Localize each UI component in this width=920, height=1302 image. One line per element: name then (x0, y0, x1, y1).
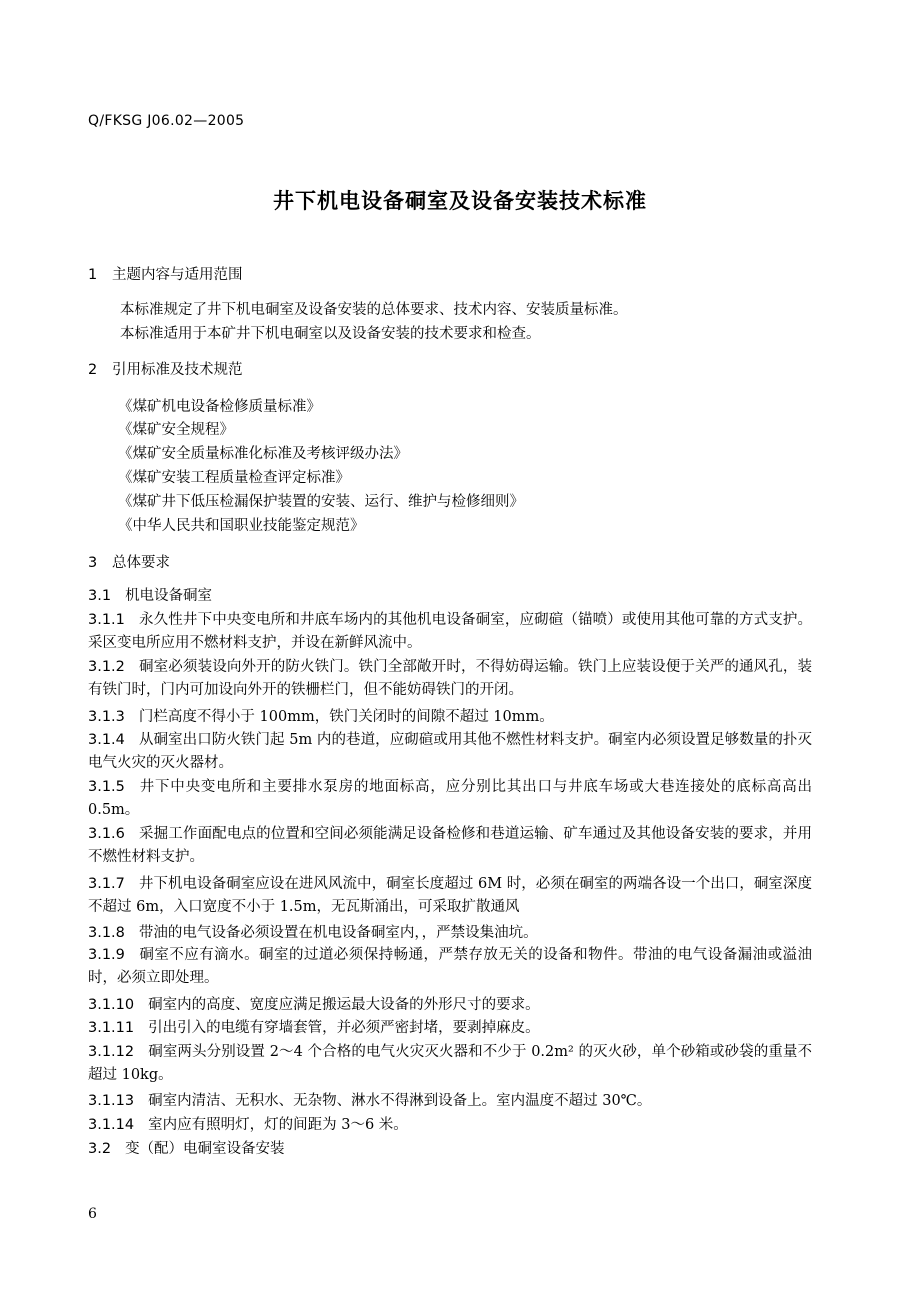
clause-item (88, 1017, 812, 1040)
clause-number: 3.1.3 (88, 709, 125, 725)
paragraph: 本标准适用于本矿井下机电硐室以及设备安装的技术要求和检查。 (120, 326, 541, 342)
section-number: 3 (88, 555, 98, 571)
clause-item (88, 609, 812, 655)
clause-number: 3.1.8 (88, 925, 125, 941)
section-title: 总体要求 (112, 555, 170, 571)
clause-number: 3.1.9 (88, 947, 125, 963)
clause-number: 3.1.11 (88, 1020, 135, 1036)
clause-item (88, 823, 812, 869)
clause-text: 硐室两头分别设置 2～4 个合格的电气火灾灭火器和不少于 0.2m² 的灭火砂，单个砂箱或砂袋的重量不超过 10kg。 (88, 1044, 812, 1083)
clause-text: 井下机电设备硐室应设在进风风流中，硐室长度超过 6M 时，必须在硐室的两端各设一个出口，硐室深度不超过 6m，入口宽度不小于 1.5m，无瓦斯涌出，可采取扩散通风 (88, 876, 812, 915)
clause-item (88, 656, 812, 702)
reference-item: 《煤矿井下低压检漏保护装置的安装、运行、维护与检修细则》 (118, 494, 524, 510)
clause-text: 采掘工作面配电点的位置和空间必须能满足设备检修和巷道运输、矿车通过及其他设备安装的要求，并用不燃性材料支护。 (88, 826, 812, 865)
clause-text: 门栏高度不得小于 100mm，铁门关闭时的间隙不超过 10mm。 (138, 709, 554, 725)
section-number: 2 (88, 362, 98, 378)
clause-text: 带油的电气设备必须设置在机电设备硐室内，，严禁设集油坑。 (138, 925, 538, 941)
section-title: 主题内容与适用范围 (112, 267, 243, 283)
clause-text: 变（配）电硐室设备安装 (125, 1141, 285, 1157)
reference-item: 《中华人民共和国职业技能鉴定规范》 (118, 518, 365, 534)
clause-number: 3.1.6 (88, 826, 125, 842)
clause-text: 硐室不应有滴水。硐室的过道必须保持畅通，严禁存放无关的设备和物件。带油的电气设备漏油或溢油时，必须立即处理。 (88, 947, 812, 986)
clause-text: 硐室内清洁、无积水、无杂物、淋水不得淋到设备上。室内温度不超过 30℃。 (148, 1093, 652, 1109)
clause-number: 3.1.10 (88, 997, 135, 1013)
clause-item (88, 706, 812, 729)
clause-text: 机电设备硐室 (125, 588, 213, 604)
clause-item (88, 994, 812, 1017)
clause-text: 永久性井下中央变电所和井底车场内的其他机电设备硐室，应砌碹（锚喷）或使用其他可靠的方式支护。采区变电所应用不燃材料支护，并设在新鲜风流中。 (88, 612, 812, 651)
clause-item (88, 776, 812, 822)
clause-text: 室内应有照明灯，灯的间距为 3～6 米。 (148, 1117, 408, 1133)
section-2-heading (88, 358, 243, 379)
section-title: 引用标准及技术规范 (112, 362, 243, 378)
clause-item (88, 922, 812, 945)
page-number: 6 (88, 1206, 97, 1222)
document-title: 井下机电设备硐室及设备安装技术标准 (273, 189, 647, 213)
clause-number: 3.1.7 (88, 876, 125, 892)
clause-text: 井下中央变电所和主要排水泵房的地面标高，应分别比其出口与井底车场或大巷连接处的底标高高出 0.5m。 (88, 779, 812, 818)
clause-item (88, 1041, 812, 1087)
reference-item: 《煤矿机电设备检修质量标准》 (118, 399, 321, 415)
reference-item: 《煤矿安全质量标准化标准及考核评级办法》 (118, 446, 408, 462)
document-code: Q/FKSG J06.02—2005 (88, 113, 245, 129)
clause-number: 3.1.4 (88, 732, 125, 748)
paragraph: 本标准规定了井下机电硐室及设备安装的总体要求、技术内容、安装质量标准。 (120, 302, 628, 318)
reference-item: 《煤矿安全规程》 (118, 422, 234, 438)
clause-number: 3.1.14 (88, 1117, 135, 1133)
clause-number: 3.1.2 (88, 659, 125, 675)
clause-item (88, 1090, 812, 1113)
clause-number: 3.1 (88, 588, 112, 604)
clause-text: 引出引入的电缆有穿墙套管，并必须严密封堵，要剥掉麻皮。 (148, 1020, 540, 1036)
clause-text: 从硐室出口防火铁门起 5m 内的巷道，应砌碹或用其他不燃性材料支护。硐室内必须设置足够数量的扑灭电气火灾的灭火器材。 (88, 732, 812, 771)
clause-item (88, 873, 812, 919)
clause-number: 3.1.12 (88, 1044, 135, 1060)
section-3-heading (88, 551, 170, 572)
clause-number: 3.1.13 (88, 1093, 135, 1109)
clause-text: 硐室内的高度、宽度应满足搬运最大设备的外形尺寸的要求。 (148, 997, 540, 1013)
clause-item (88, 729, 812, 775)
clause-number: 3.2 (88, 1141, 112, 1157)
reference-item: 《煤矿安装工程质量检查评定标准》 (118, 470, 350, 486)
section-number: 1 (88, 267, 98, 283)
subsection-3-1 (88, 585, 812, 608)
clause-item (88, 1114, 812, 1137)
clause-number: 3.1.1 (88, 612, 125, 628)
subsection-3-2 (88, 1138, 812, 1161)
section-1-heading (88, 263, 243, 284)
clause-item (88, 944, 812, 990)
clause-text: 硐室必须装设向外开的防火铁门。铁门全部敞开时，不得妨碍运输。铁门上应装设便于关严的通风孔，装有铁门时，门内可加设向外开的铁栅栏门，但不能妨碍铁门的开闭。 (88, 659, 812, 698)
clause-number: 3.1.5 (88, 779, 125, 795)
